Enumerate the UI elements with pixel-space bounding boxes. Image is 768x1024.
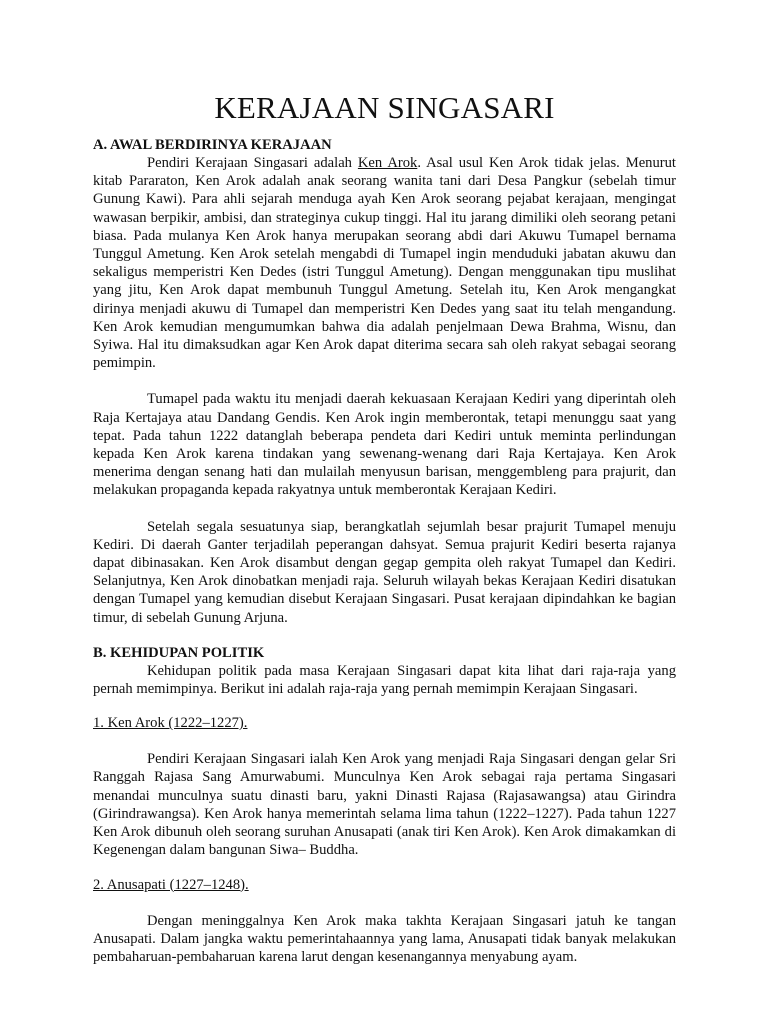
paragraph-section-b-intro: Kehidupan politik pada masa Kerajaan Singasari dapat kita lihat dari raja-raja yang pernah memimpinya. Berikut ini adalah raja-raja yang pernah memimpin Kerajaan Singasari.: [93, 662, 676, 698]
sub-heading-anusapati: 2. Anusapati (1227–1248).: [93, 876, 249, 893]
section-heading-awal-berdirinya: A. AWAL BERDIRINYA KERAJAAN: [93, 137, 332, 153]
ken-arok-link[interactable]: Ken Arok: [357, 155, 418, 171]
paragraph-anusapati: Dengan meninggalnya Ken Arok maka takhta Kerajaan Singasari jatuh ke tangan Anusapati. Dalam jangka waktu pemerintahaannya yang lama, Anusapati tidak banyak melakukan pembaharuan-pembaharuan karena larut dengan kesenangannya menyabung ayam.: [93, 912, 676, 965]
paragraph-text: . Asal usul Ken Arok tidak jelas. Menurut kitab Pararaton, Ken Arok adalah anak seorang wanita tani dari Desa Pangkur (sebelah timur Gunung Kawi). Para ahli sejarah menduga ayah Ken Arok seorang pejabat kerajaan, mengingat wawasan berpikir, ambisi, dan strateginya cukup tinggi. Hal itu jarang dimiliki oleh seorang petani biasa. Pada mulanya Ken Arok hanya merupakan seorang abdi dari Akuwu Tumapel bernama Tunggul Ametung. Ken Arok setelah mengabdi di Tumapel ingin menduduki jabatan akuwu dan sekaligus memperistri Ken Dedes (istri Tunggul Ametung). Dengan menggunakan tipu muslihat yang jitu, Ken Arok dapat membunuh Tunggul Ametung. Setelah itu, Ken Arok mengangkat dirinya menjadi akuwu di Tumapel dan memperistri Ken Dedes yang saat itu telah mengandung. Ken Arok kemudian mengumumkan bahwa dia adalah penjelmaan Dewa Brahma, Wisnu, dan Syiwa. Hal itu dimaksudkan agar Ken Arok dapat diterima secara sah oleh rakyat sebagai seorang pemimpin.: [93, 155, 676, 372]
section-heading-kehidupan-politik: B. KEHIDUPAN POLITIK: [93, 644, 265, 661]
sub-heading-ken-arok: 1. Ken Arok (1222–1227).: [93, 715, 248, 732]
paragraph-ken-arok: Pendiri Kerajaan Singasari ialah Ken Arok yang menjadi Raja Singasari dengan gelar Sri Ranggah Rajasa Sang Amurwabumi. Munculnya Ken Arok sebagai raja pertama Singasari menandai munculnya suatu dinasti baru, yakni Dinasti Rajasa (Rajasawangsa) atau Girindra (Girindrawangsa). Ken Arok hanya memerintah selama lima tahun (1222–1227). Pada tahun 1227 Ken Arok dibunuh oleh seorang suruhan Anusapati (anak tiri Ken Arok). Ken Arok dimakamkan di Kegenengan dalam bangunan Siwa– Buddha.: [93, 751, 676, 859]
paragraph-section-a-1: [93, 154, 676, 372]
paragraph-section-a-2: Tumapel pada waktu itu menjadi daerah kekuasaan Kerajaan Kediri yang diperintah oleh Raja Kertajaya atau Dandang Gendis. Ken Arok ingin memberontak, tetapi menunggu saat yang tepat. Pada tahun 1222 datanglah beberapa pendeta dari Kediri untuk meminta perlindungan kepada Ken Arok karena tindakan yang sewenang-wenang dari Raja Kertajaya. Ken Arok menerima dengan senang hati dan mulailah menyusun barisan, menggembleng para prajurit, dan melakukan propaganda kepada rakyatnya untuk memberontak Kerajaan Kediri.: [93, 391, 676, 499]
page-title: KERAJAAN SINGASARI: [214, 90, 555, 125]
document-page: [93, 0, 676, 966]
paragraph-text: Pendiri Kerajaan Singasari adalah: [147, 155, 358, 171]
paragraph-section-a-3: Setelah segala sesuatunya siap, berangkatlah sejumlah besar prajurit Tumapel menuju Kediri. Di daerah Ganter terjadilah peperangan dahsyat. Semua prajurit Kediri beserta rajanya dapat dibinasakan. Ken Arok disambut dengan gegap gempita oleh rakyat Tumapel dan Kediri. Selanjutnya, Ken Arok dinobatkan menjadi raja. Seluruh wilayah bekas Kerajaan Kediri disatukan dengan Tumapel yang kemudian disebut Kerajaan Singasari. Pusat kerajaan dipindahkan ke bagian timur, di sebelah Gunung Arjuna.: [93, 518, 676, 626]
